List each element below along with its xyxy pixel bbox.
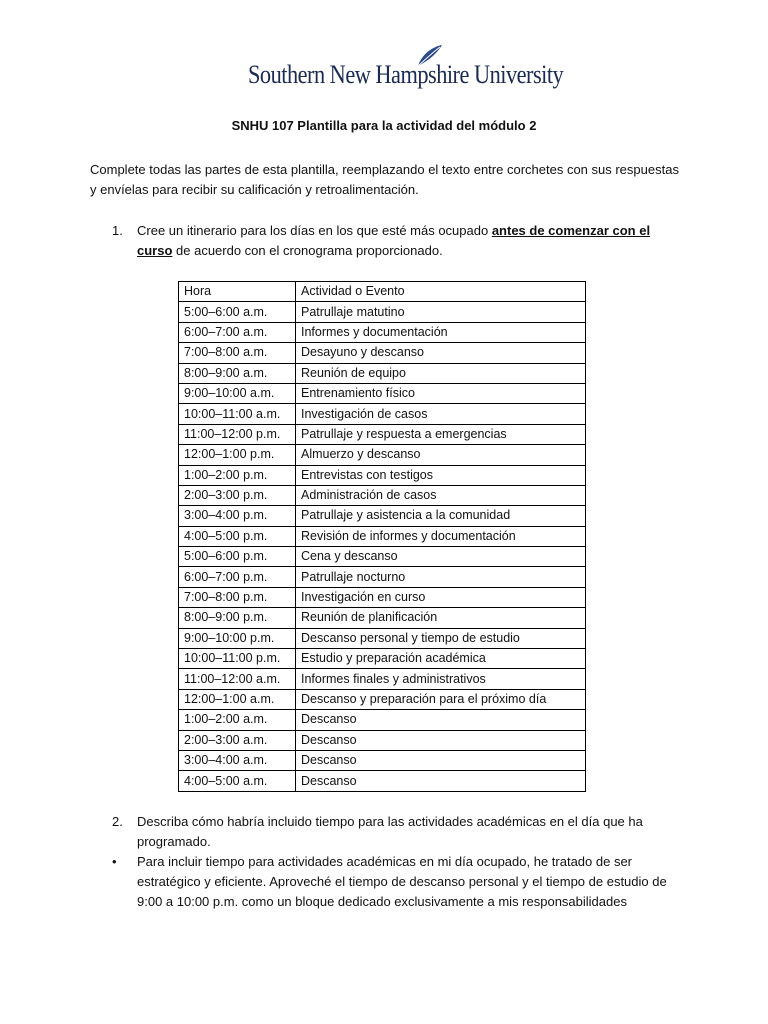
table-row: [179, 608, 586, 628]
cell-hora: 2:00–3:00 a.m.: [179, 730, 296, 750]
cell-actividad: Investigación de casos: [296, 404, 586, 424]
question-number: 1.: [112, 223, 123, 238]
question-1-text: [137, 221, 682, 261]
header-hora: Hora: [179, 282, 296, 302]
table-header-row: [179, 282, 586, 302]
intro-paragraph: Complete todas las partes de esta plantilla, reemplazando el texto entre corchetes con sus respuestas y envíelas para recibir su calificación y retroalimentación.: [90, 162, 679, 197]
cell-hora: 6:00–7:00 p.m.: [179, 567, 296, 587]
table-row: [179, 547, 586, 567]
cell-hora: 3:00–4:00 p.m.: [179, 506, 296, 526]
table-row: [179, 628, 586, 648]
table-row: [179, 526, 586, 546]
table-row: [179, 730, 586, 750]
cell-actividad: Descanso: [296, 750, 586, 770]
cell-hora: 10:00–11:00 p.m.: [179, 649, 296, 669]
table-row: [179, 445, 586, 465]
bullet-icon: •: [112, 854, 117, 869]
cell-hora: 8:00–9:00 p.m.: [179, 608, 296, 628]
cell-actividad: Descanso y preparación para el próximo día: [296, 689, 586, 709]
table-row: [179, 649, 586, 669]
question-1-text-end: de acuerdo con el cronograma proporcionado.: [172, 243, 443, 258]
document-title: SNHU 107 Plantilla para la actividad del módulo 2: [231, 118, 537, 133]
cell-actividad: Desayuno y descanso: [296, 343, 586, 363]
cell-hora: 11:00–12:00 a.m.: [179, 669, 296, 689]
cell-actividad: Patrullaje y asistencia a la comunidad: [296, 506, 586, 526]
cell-actividad: Reunión de equipo: [296, 363, 586, 383]
question-1: [112, 221, 682, 261]
cell-hora: 6:00–7:00 a.m.: [179, 322, 296, 342]
table-row: [179, 343, 586, 363]
table-row: [179, 465, 586, 485]
table-row: [179, 689, 586, 709]
cell-hora: 9:00–10:00 p.m.: [179, 628, 296, 648]
cell-actividad: Patrullaje nocturno: [296, 567, 586, 587]
cell-actividad: Entrenamiento físico: [296, 383, 586, 403]
cell-actividad: Administración de casos: [296, 485, 586, 505]
table-row: [179, 710, 586, 730]
cell-actividad: Almuerzo y descanso: [296, 445, 586, 465]
cell-hora: 9:00–10:00 a.m.: [179, 383, 296, 403]
cell-hora: 4:00–5:00 p.m.: [179, 526, 296, 546]
answer-text: Para incluir tiempo para actividades académicas en mi día ocupado, he tratado de ser estratégico y eficiente. Aproveché el tiempo de descanso personal y el tiempo de estudio de 9:00 a 10:00 p.m. como un bloque dedicado exclusivamente a mis responsabilidades: [137, 854, 667, 909]
table-row: [179, 322, 586, 342]
cell-actividad: Descanso: [296, 771, 586, 791]
answer-bullet-item: [112, 852, 682, 912]
cell-hora: 3:00–4:00 a.m.: [179, 750, 296, 770]
cell-actividad: Patrullaje matutino: [296, 302, 586, 322]
cell-actividad: Entrevistas con testigos: [296, 465, 586, 485]
table-row: [179, 363, 586, 383]
cell-actividad: Estudio y preparación académica: [296, 649, 586, 669]
cell-hora: 10:00–11:00 a.m.: [179, 404, 296, 424]
table-row: [179, 750, 586, 770]
cell-hora: 1:00–2:00 a.m.: [179, 710, 296, 730]
cell-hora: 12:00–1:00 p.m.: [179, 445, 296, 465]
cell-hora: 12:00–1:00 a.m.: [179, 689, 296, 709]
cell-hora: 5:00–6:00 p.m.: [179, 547, 296, 567]
cell-hora: 4:00–5:00 a.m.: [179, 771, 296, 791]
table-row: [179, 404, 586, 424]
cell-actividad: Patrullaje y respuesta a emergencias: [296, 424, 586, 444]
cell-hora: 11:00–12:00 p.m.: [179, 424, 296, 444]
cell-actividad: Descanso personal y tiempo de estudio: [296, 628, 586, 648]
question-1-text-start: Cree un itinerario para los días en los que esté más ocupado: [137, 223, 492, 238]
cell-actividad: Reunión de planificación: [296, 608, 586, 628]
table-row: [179, 506, 586, 526]
table-row: [179, 485, 586, 505]
table-row: [179, 383, 586, 403]
university-logo: [248, 44, 564, 92]
table-row: [179, 567, 586, 587]
logo-text: Southern New Hampshire University: [248, 60, 564, 89]
cell-actividad: Investigación en curso: [296, 587, 586, 607]
table-row: [179, 587, 586, 607]
cell-hora: 7:00–8:00 a.m.: [179, 343, 296, 363]
cell-actividad: Cena y descanso: [296, 547, 586, 567]
question-2-text: Describa cómo habría incluido tiempo para las actividades académicas en el día que ha programado.: [137, 814, 643, 849]
question-2: [112, 812, 682, 852]
cell-hora: 5:00–6:00 a.m.: [179, 302, 296, 322]
cell-hora: 7:00–8:00 p.m.: [179, 587, 296, 607]
cell-actividad: Descanso: [296, 710, 586, 730]
cell-hora: 2:00–3:00 p.m.: [179, 485, 296, 505]
table-row: [179, 302, 586, 322]
question-1-emphasis: antes de comenzar con el curso: [137, 223, 651, 258]
cell-hora: 8:00–9:00 a.m.: [179, 363, 296, 383]
cell-actividad: Descanso: [296, 730, 586, 750]
cell-actividad: Informes y documentación: [296, 322, 586, 342]
header-actividad: Actividad o Evento: [296, 282, 586, 302]
cell-hora: 1:00–2:00 p.m.: [179, 465, 296, 485]
schedule-table: [178, 281, 586, 792]
table-row: [179, 424, 586, 444]
cell-actividad: Revisión de informes y documentación: [296, 526, 586, 546]
table-row: [179, 669, 586, 689]
cell-actividad: Informes finales y administrativos: [296, 669, 586, 689]
question-number: 2.: [112, 814, 123, 829]
table-row: [179, 771, 586, 791]
